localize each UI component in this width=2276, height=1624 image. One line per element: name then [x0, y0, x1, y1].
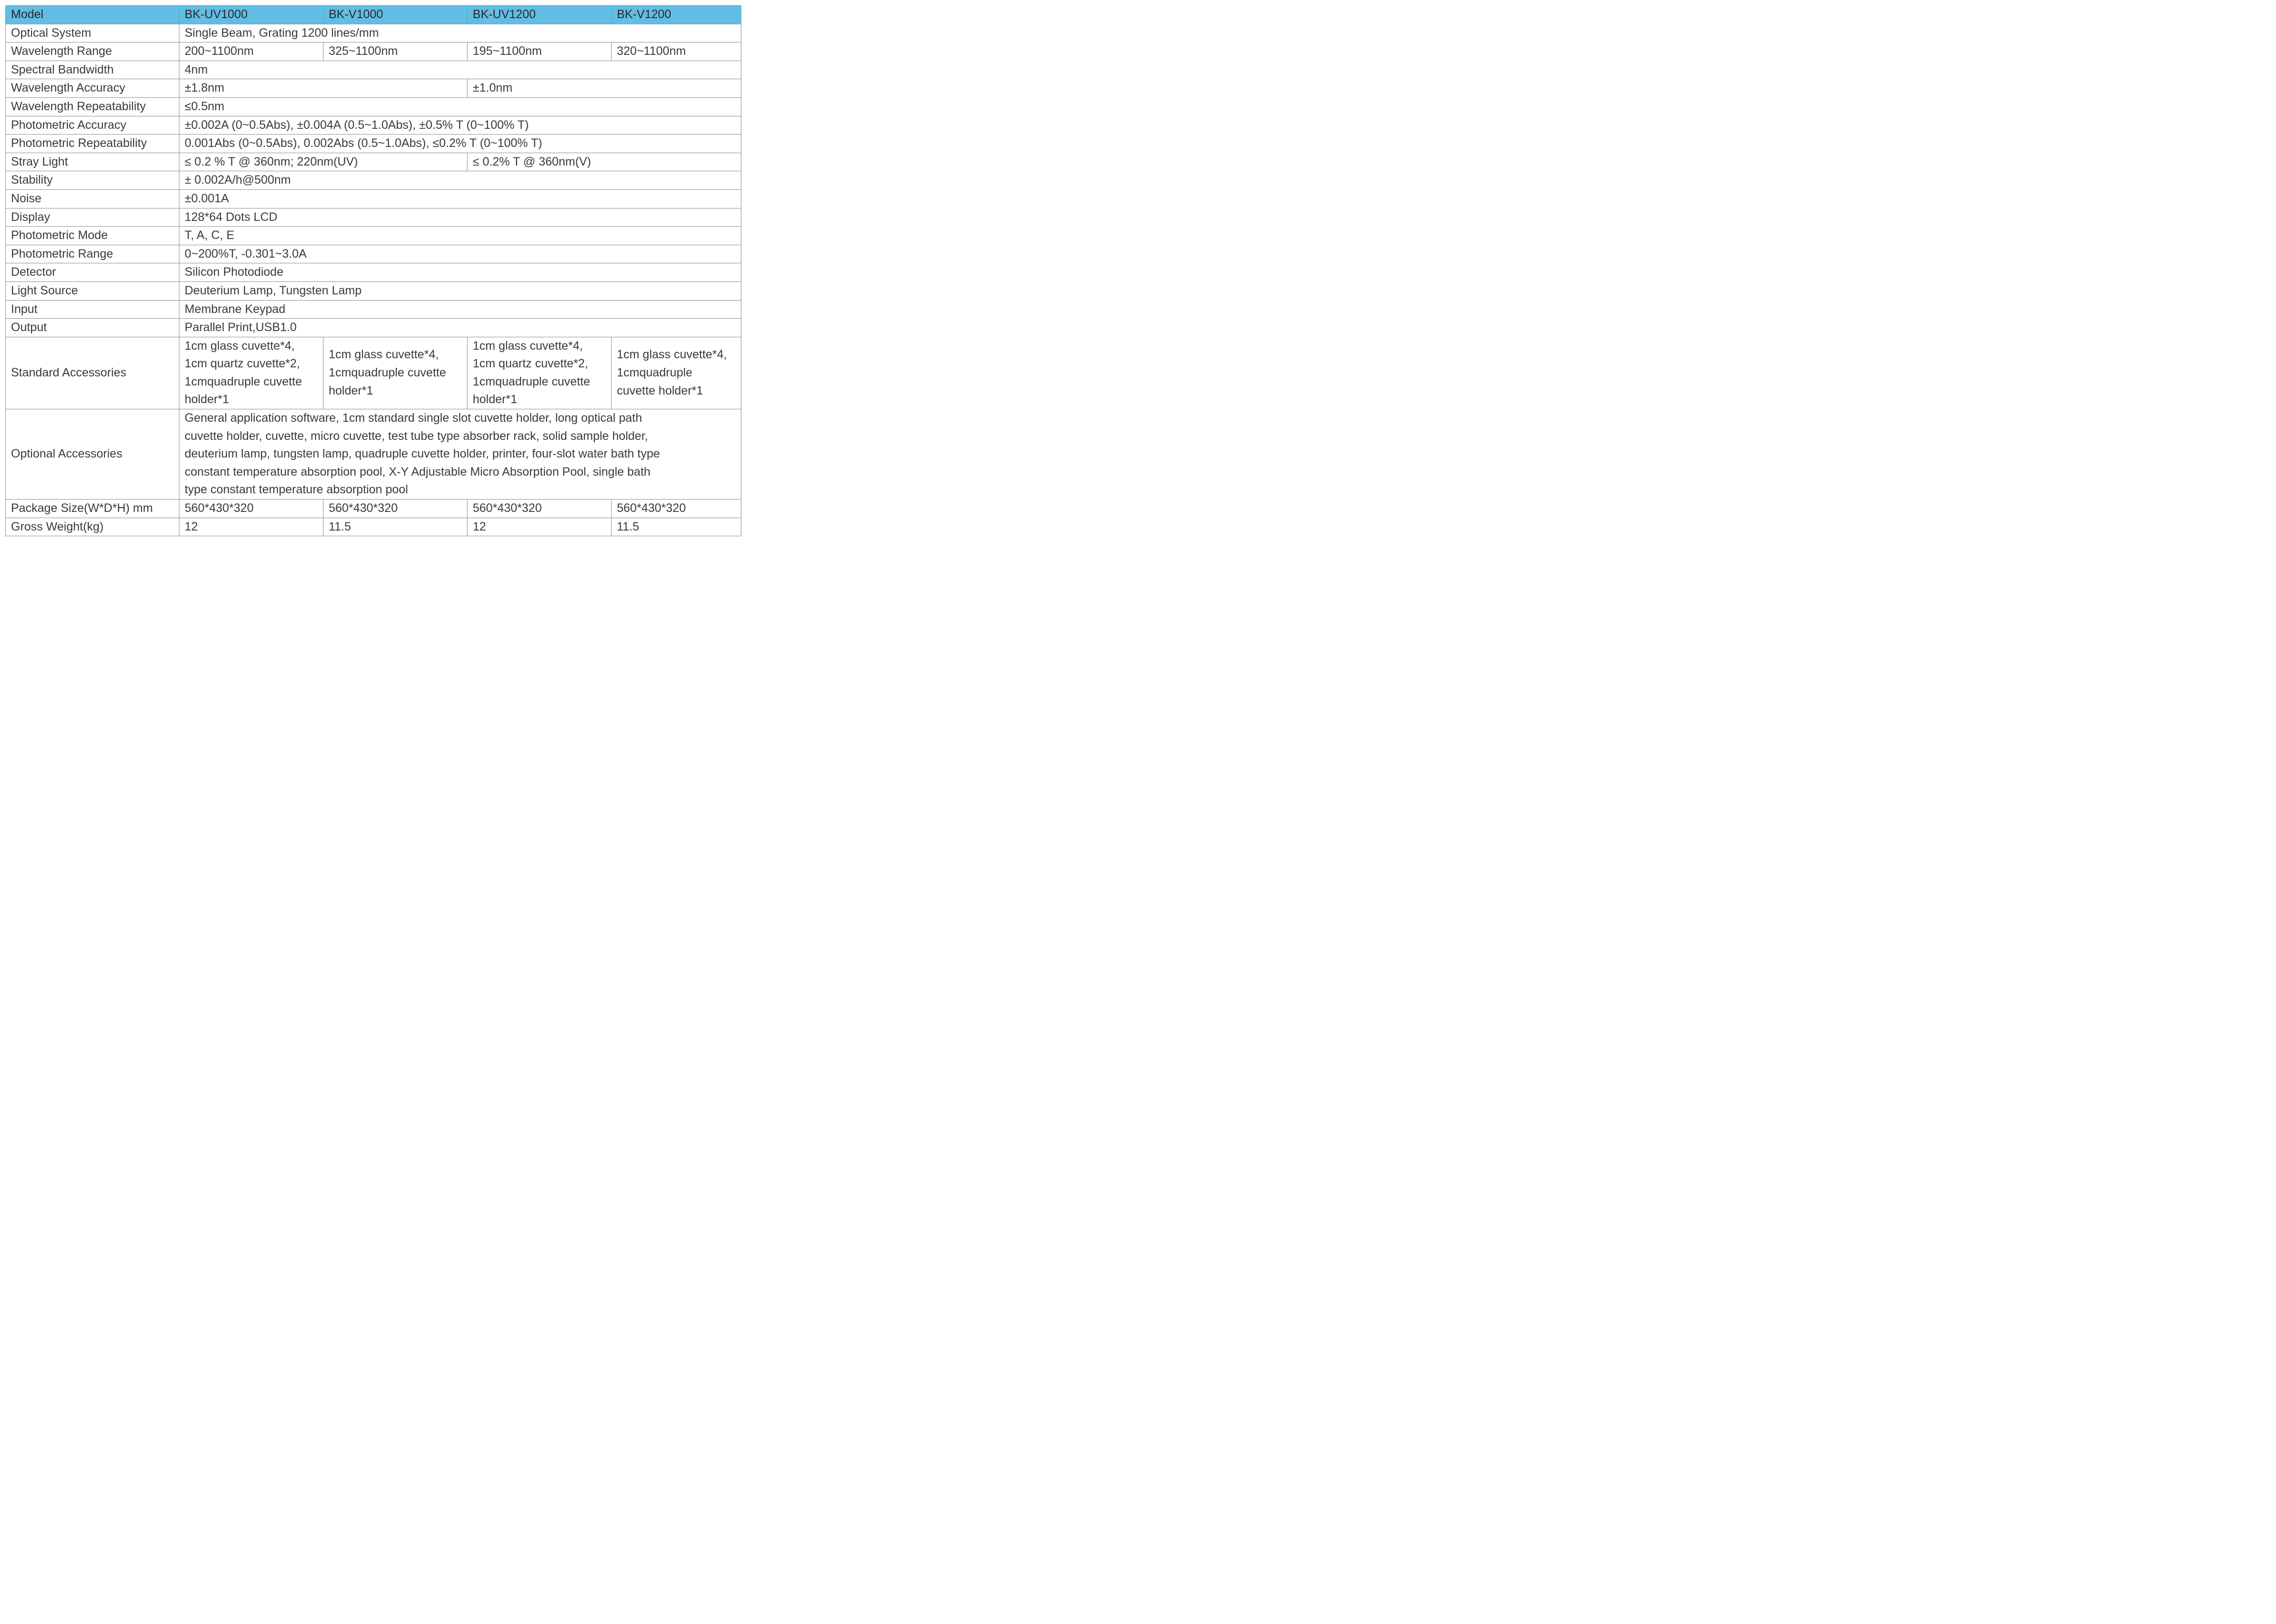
row-value: ≤ 0.2% T @ 360nm(V): [468, 153, 741, 171]
row-value: 12: [468, 518, 612, 536]
row-value: 1cm glass cuvette*4, 1cmquadruple cuvette holder*1: [323, 337, 468, 409]
header-label: Model: [6, 6, 179, 24]
row-label: Light Source: [6, 281, 179, 300]
header-model: BK-UV1200: [468, 6, 612, 24]
row-label: Photometric Repeatability: [6, 135, 179, 153]
row-value: Parallel Print,USB1.0: [179, 319, 741, 337]
table-row: [6, 153, 741, 171]
row-value: ≤ 0.2 % T @ 360nm; 220nm(UV): [179, 153, 468, 171]
row-value: Membrane Keypad: [179, 300, 741, 319]
table-row: [6, 97, 741, 116]
row-value: 1cm glass cuvette*4, 1cmquadruple cuvette holder*1: [612, 337, 741, 409]
table-row: [6, 42, 741, 61]
table-row: [6, 300, 741, 319]
table-row: [6, 263, 741, 282]
table-row: [6, 319, 741, 337]
row-value: 200~1100nm: [179, 42, 323, 61]
table-row: [6, 61, 741, 79]
row-label: Output: [6, 319, 179, 337]
row-label: Optional Accessories: [6, 409, 179, 500]
row-value: ±1.8nm: [179, 79, 468, 98]
table-row: [6, 171, 741, 190]
row-value: 0~200%T, -0.301~3.0A: [179, 245, 741, 263]
table-row: [6, 24, 741, 42]
row-label: Wavelength Accuracy: [6, 79, 179, 98]
header-row: [6, 6, 741, 24]
header-model: BK-UV1000: [179, 6, 323, 24]
table-row: [6, 518, 741, 536]
row-value: 1cm glass cuvette*4, 1cm quartz cuvette*2, 1cmquadruple cuvette holder*1: [468, 337, 612, 409]
row-label: Wavelength Repeatability: [6, 97, 179, 116]
row-value: 560*430*320: [468, 500, 612, 518]
row-label: Photometric Mode: [6, 227, 179, 245]
table-row: [6, 135, 741, 153]
row-label: Wavelength Range: [6, 42, 179, 61]
spec-table: [5, 5, 741, 536]
table-row: [6, 227, 741, 245]
row-value: 11.5: [323, 518, 468, 536]
table-row: [6, 281, 741, 300]
table-row: [6, 337, 741, 409]
row-value: 325~1100nm: [323, 42, 468, 61]
row-value: General application software, 1cm standard single slot cuvette holder, long optical path cuvette holder, cuvette, micro cuvette, test tube type absorber rack, solid sample holder, deuterium lamp, tungsten lamp, quadruple cuvette holder, printer, four-slot water bath type constant temperature absorption pool, X-Y Adjustable Micro Absorption Pool, single bath type constant temperature absorption pool: [179, 409, 741, 500]
row-label: Display: [6, 208, 179, 227]
row-value: Silicon Photodiode: [179, 263, 741, 282]
row-value: 560*430*320: [323, 500, 468, 518]
row-label: Photometric Range: [6, 245, 179, 263]
row-value: ±1.0nm: [468, 79, 741, 98]
header-model: BK-V1000: [323, 6, 468, 24]
row-value: 12: [179, 518, 323, 536]
header-model: BK-V1200: [612, 6, 741, 24]
row-value: ±0.001A: [179, 189, 741, 208]
row-value: 4nm: [179, 61, 741, 79]
row-value: ± 0.002A/h@500nm: [179, 171, 741, 190]
row-value: 320~1100nm: [612, 42, 741, 61]
row-value: Deuterium Lamp, Tungsten Lamp: [179, 281, 741, 300]
row-value: 560*430*320: [612, 500, 741, 518]
row-value: Single Beam, Grating 1200 lines/mm: [179, 24, 741, 42]
row-value: 1cm glass cuvette*4, 1cm quartz cuvette*2, 1cmquadruple cuvette holder*1: [179, 337, 323, 409]
table-row: [6, 116, 741, 135]
row-label: Stability: [6, 171, 179, 190]
row-label: Photometric Accuracy: [6, 116, 179, 135]
table-row: [6, 79, 741, 98]
row-value: 0.001Abs (0~0.5Abs), 0.002Abs (0.5~1.0Abs), ≤0.2% T (0~100% T): [179, 135, 741, 153]
row-label: Package Size(W*D*H) mm: [6, 500, 179, 518]
row-value: 11.5: [612, 518, 741, 536]
row-value: T, A, C, E: [179, 227, 741, 245]
row-label: Stray Light: [6, 153, 179, 171]
row-value: 560*430*320: [179, 500, 323, 518]
row-label: Optical System: [6, 24, 179, 42]
table-row: [6, 189, 741, 208]
table-row: [6, 500, 741, 518]
row-label: Detector: [6, 263, 179, 282]
row-label: Standard Accessories: [6, 337, 179, 409]
row-label: Gross Weight(kg): [6, 518, 179, 536]
table-row: [6, 208, 741, 227]
row-value: ±0.002A (0~0.5Abs), ±0.004A (0.5~1.0Abs), ±0.5% T (0~100% T): [179, 116, 741, 135]
row-label: Input: [6, 300, 179, 319]
row-label: Spectral Bandwidth: [6, 61, 179, 79]
row-value: ≤0.5nm: [179, 97, 741, 116]
row-label: Noise: [6, 189, 179, 208]
table-row: [6, 245, 741, 263]
row-value: 128*64 Dots LCD: [179, 208, 741, 227]
row-value: 195~1100nm: [468, 42, 612, 61]
table-row: [6, 409, 741, 500]
